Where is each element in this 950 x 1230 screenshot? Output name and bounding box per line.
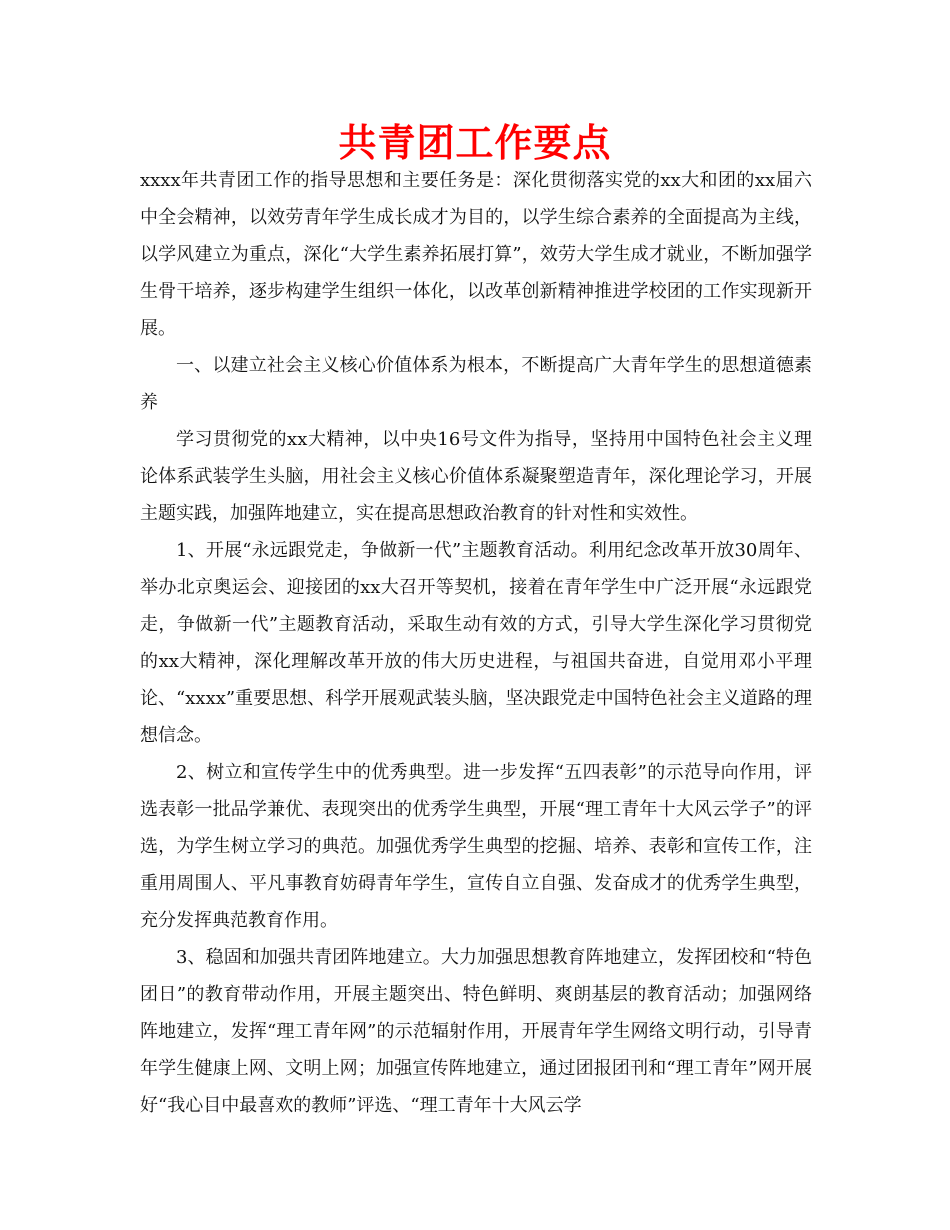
section-heading-1: 一、以建立社会主义核心价值体系为根本，不断提高广大青年学生的思想道德素养 [140, 355, 812, 413]
item-paragraph-1: 1、开展“永远跟党走，争做新一代”主题教育活动。利用纪念改革开放30周年、举办北京奥运会、迎接团的xx大召开等契机，接着在青年学生中广泛开展“永远跟党走，争做新一代”主题教育活动，采取生动有效的方式，引导大学生深化学习贯彻党的xx大精神，深化理解改革开放的伟大历史进程，与祖国共奋进，自觉用邓小平理论、“xxxx”重要思想、科学开展观武装头脑，坚决跟党走中国特色社会主义道路的理想信念。 [140, 540, 812, 746]
item-paragraph-3: 3、稳固和加强共青团阵地建立。大力加强思想教育阵地建立，发挥团校和“特色团日”的教育带动作用，开展主题突出、特色鲜明、爽朗基层的教育活动；加强网络阵地建立，发挥“理工青年网”的示范辐射作用，开展青年学生网络文明行动，引导青年学生健康上网、文明上网；加强宣传阵地建立，通过团报团刊和“理工青年”网开展好“我心目中最喜欢的教师”评选、“理工青年十大风云学 [140, 947, 812, 1116]
intro-paragraph: xxxx年共青团工作的指导思想和主要任务是：深化贯彻落实党的xx大和团的xx届六中全会精神，以效劳青年学生成长成才为目的，以学生综合素养的全面提高为主线，以学风建立为重点，深化“大学生素养拓展打算”，效劳大学生成才就业，不断加强学生骨干培养，逐步构建学生组织一体化，以改革创新精神推进学校团的工作实现新开展。 [140, 170, 812, 339]
document-body [140, 162, 812, 1124]
item-paragraph-2: 2、树立和宣传学生中的优秀典型。进一步发挥“五四表彰”的示范导向作用，评选表彰一批品学兼优、表现突出的优秀学生典型，开展“理工青年十大风云学子”的评选，为学生树立学习的典范。加强优秀学生典型的挖掘、培养、表彰和宣传工作，注重用周围人、平凡事教育妨碍青年学生，宣传自立自强、发奋成才的优秀学生典型，充分发挥典范教育作用。 [140, 762, 812, 931]
section-paragraph: 学习贯彻党的xx大精神，以中央16号文件为指导，坚持用中国特色社会主义理论体系武装学生头脑，用社会主义核心价值体系凝聚塑造青年，深化理论学习，开展主题实践，加强阵地建立，实在提高思想政治教育的针对性和实效性。 [140, 429, 812, 524]
document-title: 共青团工作要点 [338, 121, 612, 165]
